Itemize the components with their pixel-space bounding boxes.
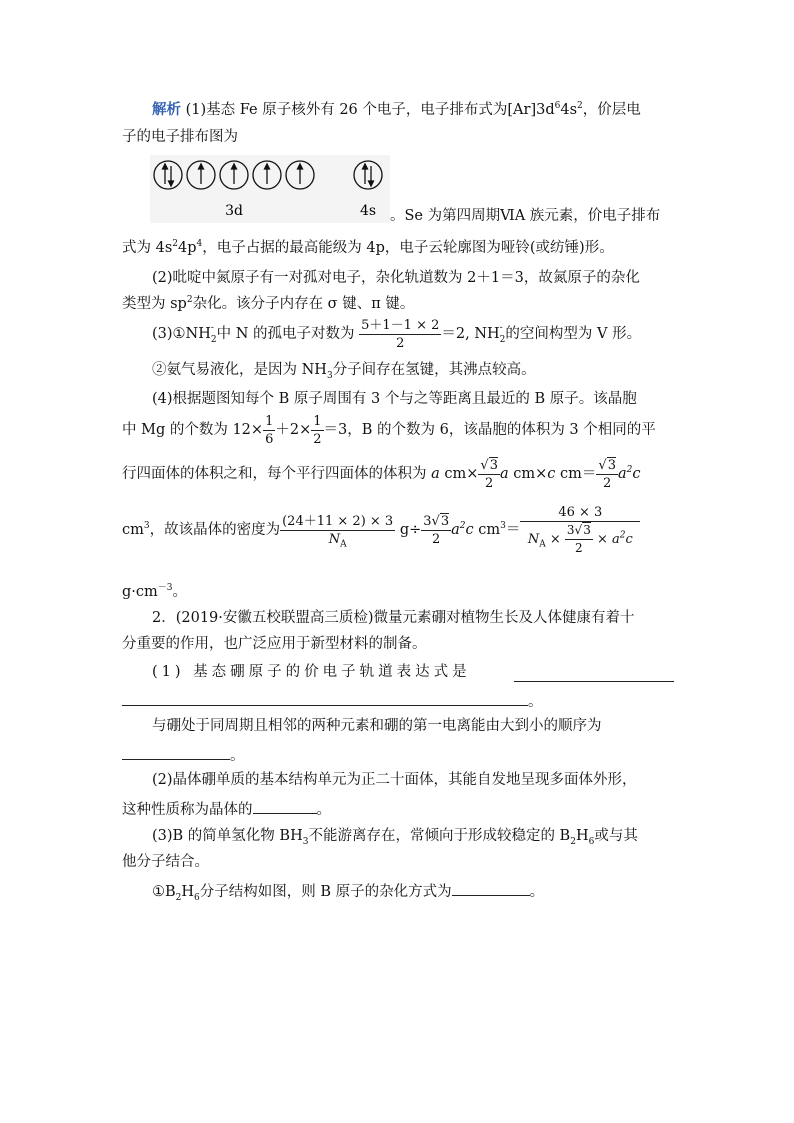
text: ，价层电	[582, 102, 641, 118]
text: ②氨气易液化，是因为 NH	[152, 362, 327, 378]
text: (1)基态 Fe 原子核外有 26 个电子，电子排布式为[Ar]3d	[185, 102, 555, 118]
orbital-label-4s: 4s	[359, 203, 377, 219]
sup: 2	[186, 295, 193, 306]
expr-a2c: $a^2c$	[451, 521, 474, 538]
solution-p4-line-3	[122, 452, 640, 496]
answer-blank-q1a[interactable]	[514, 666, 674, 682]
answer-blank-q1c[interactable]	[122, 744, 230, 760]
expr-a2c: $a^2c$	[617, 465, 641, 482]
solution-line-2: 子的电子排布图为	[122, 129, 238, 145]
solution-p2-line-2	[122, 294, 414, 314]
sub: 2	[570, 836, 576, 847]
sub: A	[340, 539, 347, 550]
fraction	[596, 457, 618, 492]
question2-intro-line-1: 2．(2019·安徽五校联盟高三质检)微量元素硼对植物生长及人体健康有着十	[152, 610, 635, 626]
var-c: c	[547, 466, 556, 482]
text: cm＝	[560, 466, 597, 482]
text: (3)①NH	[152, 326, 211, 342]
text: ＝3，B 的个数为 6，该晶胞的体积为 3 个相同的平	[323, 422, 656, 438]
question2-q3-line-1	[152, 826, 638, 846]
question2-q1-line-1	[152, 662, 674, 682]
sub: A	[539, 539, 546, 550]
sup: 2	[172, 239, 179, 250]
numerator: 3√3	[423, 513, 450, 529]
solution-p3-line-2	[152, 360, 536, 380]
fraction	[263, 413, 275, 448]
solution-p4-line-5	[122, 582, 187, 602]
denominator: 2	[432, 531, 441, 547]
text: 4p	[178, 240, 197, 256]
solution-line-4	[122, 238, 614, 258]
fraction	[421, 513, 451, 548]
text: 。	[529, 884, 545, 900]
text: 类型为 sp	[122, 296, 187, 312]
numerator: 5＋1－1 × 2	[361, 317, 440, 333]
sub: 6	[588, 836, 595, 847]
solution-p4-line-2	[122, 408, 656, 452]
question2-q3-line-3	[152, 880, 544, 902]
question2-q2-line-2	[122, 798, 331, 820]
sup: 3	[500, 521, 506, 532]
numerator: √3	[480, 457, 498, 473]
text: ①B	[152, 884, 176, 900]
text: 这种性质称为晶体的	[122, 802, 253, 818]
text: ＝	[505, 522, 521, 538]
numerator: (24＋11 × 2) × 3	[282, 513, 394, 529]
answer-blank-q1b[interactable]	[122, 690, 528, 706]
text: g÷	[399, 522, 422, 538]
question2-intro-line-2: 分重要的作用，也广泛应用于新型材料的制备。	[122, 636, 427, 652]
sup: 2	[577, 101, 583, 112]
text: 或与其	[594, 828, 638, 844]
orbital-label-3d: 3d	[225, 203, 243, 219]
text: 式为 4s	[122, 240, 173, 256]
text: 行四面体的体积之和，每个平行四面体的体积为	[122, 466, 427, 482]
text: 。	[316, 802, 331, 818]
text: cm×	[444, 466, 479, 482]
expr-a2c: $a^2c$	[612, 530, 633, 547]
sup: －3	[157, 583, 173, 594]
solution-line-1	[152, 100, 641, 120]
question2-q1-blank-line	[122, 690, 543, 712]
numerator: 3√3	[565, 522, 593, 540]
text: cm	[122, 522, 144, 538]
answer-blank-q3[interactable]	[452, 880, 530, 896]
solution-p4-line-1: (4)根据题图知每个 B 原子周围有 3 个与之等距离且最近的 B 原子。该晶胞	[152, 391, 637, 407]
orbital-diagram	[150, 155, 390, 223]
text: H	[575, 828, 589, 844]
var-a: a	[431, 466, 440, 482]
text: g·cm	[122, 584, 158, 600]
fraction	[520, 504, 640, 557]
text: 。	[528, 694, 543, 710]
question2-q1-line-2: 与硼处于同周期且相邻的两种元素和硼的第一电离能由大到小的顺序为	[152, 718, 602, 734]
text: 中 Mg 的个数为 12×	[122, 422, 264, 438]
text: 。	[172, 584, 187, 600]
inner-fraction	[565, 522, 593, 557]
text: ＝2, NH	[441, 326, 500, 342]
sup: -	[499, 323, 503, 333]
sub: 6	[194, 892, 200, 903]
text: 分子间存在氢键，其沸点较高。	[332, 362, 536, 378]
text: 的空间构型为 V 形。	[505, 326, 642, 342]
solution-p2-line-1: (2)吡啶中氮原子有一对孤对电子，杂化轨道数为 2＋1＝3，故氮原子的杂化	[152, 270, 640, 286]
text: ，故该晶体的密度为	[149, 522, 281, 538]
text: (3)B 的简单氢化物 BH	[152, 828, 303, 844]
text: ＋2×	[275, 422, 312, 438]
denominator: 2	[485, 475, 494, 491]
fraction	[478, 457, 500, 492]
var-a: a	[499, 466, 509, 482]
radicand: 3	[489, 457, 498, 473]
denominator	[280, 531, 395, 548]
text: cm	[478, 522, 501, 538]
question2-q3-line-2: 他分子结合。	[122, 854, 209, 870]
numerator: 46 × 3	[520, 504, 640, 522]
solution-label: 解析	[152, 101, 181, 118]
question2-q1-line-3	[122, 744, 245, 766]
radicand: 3	[583, 522, 591, 537]
text: 。	[230, 748, 245, 764]
sup: 3	[143, 521, 150, 532]
sub: 2	[499, 335, 506, 345]
fraction	[311, 413, 323, 448]
fraction	[359, 317, 441, 352]
numerator: 1	[265, 413, 274, 429]
text: cm×	[513, 466, 548, 482]
numerator: 1	[313, 413, 322, 429]
denominator: 6	[265, 431, 274, 447]
fraction	[280, 513, 395, 548]
question2-q2-line-1: (2)晶体硼单质的基本结构单元为正二十面体，其能自发地呈现多面体外形，	[152, 772, 637, 788]
text: 不能游离存在，常倾向于形成较稳定的 B	[308, 828, 571, 844]
solution-p3-line-1	[152, 314, 641, 354]
denominator: $N_A$ × $\frac{3√3}{2}$ × $a^2c$	[527, 522, 633, 555]
sub: 3	[326, 370, 333, 381]
denominator: 2	[396, 335, 405, 351]
denominator: 2	[313, 431, 322, 447]
sup: 6	[554, 101, 561, 112]
sup: 4	[196, 239, 203, 250]
sub: 2	[210, 335, 217, 345]
numerator: √3	[598, 457, 616, 473]
sub: 3	[302, 836, 309, 847]
solution-line-3: 。Se 为第四周期ⅥA 族元素，价电子排布	[390, 208, 661, 224]
sup: -	[210, 323, 214, 333]
text: H	[181, 884, 195, 900]
text: 中 N 的孤电子对数为	[216, 326, 355, 342]
text: ，电子占据的最高能级为 4p，电子云轮廓图为哑铃(或纺锤)形。	[202, 240, 614, 256]
text: N	[527, 531, 540, 547]
text: 4s	[560, 102, 578, 118]
text: N	[328, 531, 341, 547]
sub: 2	[175, 892, 182, 903]
solution-p4-line-4	[122, 500, 640, 560]
answer-blank-q2[interactable]	[253, 798, 317, 814]
text: 分子结构如图，则 B 原子的杂化方式为	[199, 884, 452, 900]
denominator: 2	[575, 540, 583, 555]
denominator: 2	[603, 475, 612, 491]
radicand: 3	[607, 457, 616, 473]
text: (1) 基态硼原子的价电子轨道表达式是	[152, 664, 471, 680]
radicand: 3	[440, 513, 450, 529]
text: 杂化。该分子内存在 σ 键、π 键。	[192, 296, 415, 312]
